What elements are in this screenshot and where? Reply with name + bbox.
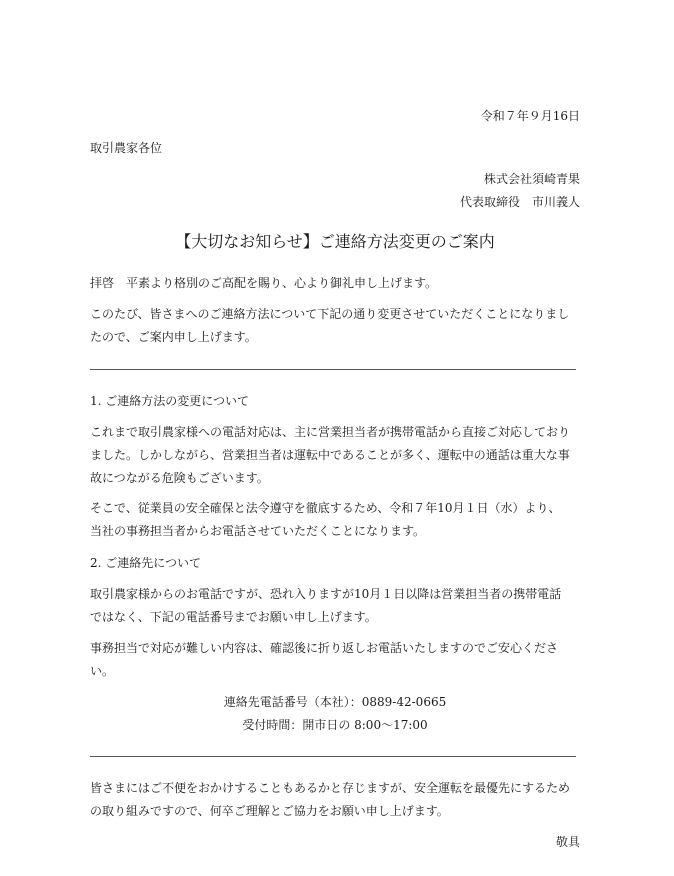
section2-para1-line: 取引農家様からのお電話ですが、恐れ入りますが10月１日以降は営業担当者の携帯電話 <box>90 587 562 601</box>
section1-para1-line: ました。しかしながら、営業担当者は運転中であることが多く、運転中の通話は重大な事 <box>90 448 570 462</box>
letter-date: 令和７年９月16日 <box>480 109 580 123</box>
divider-top <box>90 369 576 370</box>
section2-para2-line: 事務担当で対応が難しい内容は、確認後に折り返しお電話いたしますのでご安心くださ <box>90 641 559 655</box>
sender-name: 代表取締役 市川義人 <box>459 195 580 209</box>
section1-para2-line: そこで、従業員の安全確保と法令遵守を徹底するため、令和７年10月１日（水）より、 <box>90 501 561 515</box>
section2-heading: 2. ご連絡先について <box>90 556 202 570</box>
greeting: 拝啓 平素より格別のご高配を賜り、心より御礼申し上げます。 <box>90 276 438 290</box>
intro-line: このたび、皆さまへのご連絡方法について下記の通り変更させていただくことになりまし <box>90 307 570 321</box>
contact-phone: 連絡先電話番号（本社）：0889-42-0665 <box>223 695 447 709</box>
closing-line: 皆さまにはご不便をおかけすることもあるかと存じますが、安全運転を最優先にするため <box>90 781 571 795</box>
intro-line: たので、ご案内申し上げます。 <box>90 330 257 344</box>
recipient: 取引農家各位 <box>90 141 163 155</box>
closing-line: の取り組みですので、何卒ご理解とご協力をお願い申し上げます。 <box>90 804 449 818</box>
section1-para2-line: 当社の事務担当者からお電話させていただくことになります。 <box>90 524 426 538</box>
reception-hours: 受付時間：開市日の 8:00～17:00 <box>242 718 428 732</box>
letter-title: 【大切なお知らせ】ご連絡方法変更のご案内 <box>175 232 495 251</box>
section2-para2-line: い。 <box>90 664 115 678</box>
divider-bottom <box>90 756 576 757</box>
section1-heading: 1. ご連絡方法の変更について <box>90 394 250 408</box>
sign-off: 敬具 <box>555 835 580 849</box>
section1-para1-line: 故につながる危険もございます。 <box>90 471 269 485</box>
section2-para1-line: ではなく、下記の電話番号までお願い申し上げます。 <box>90 610 377 624</box>
section1-para1-line: これまで取引農家様への電話対応は、主に営業担当者が携帯電話から直接ご対応しており <box>90 425 571 439</box>
sender-company: 株式会社須崎青果 <box>483 172 580 186</box>
